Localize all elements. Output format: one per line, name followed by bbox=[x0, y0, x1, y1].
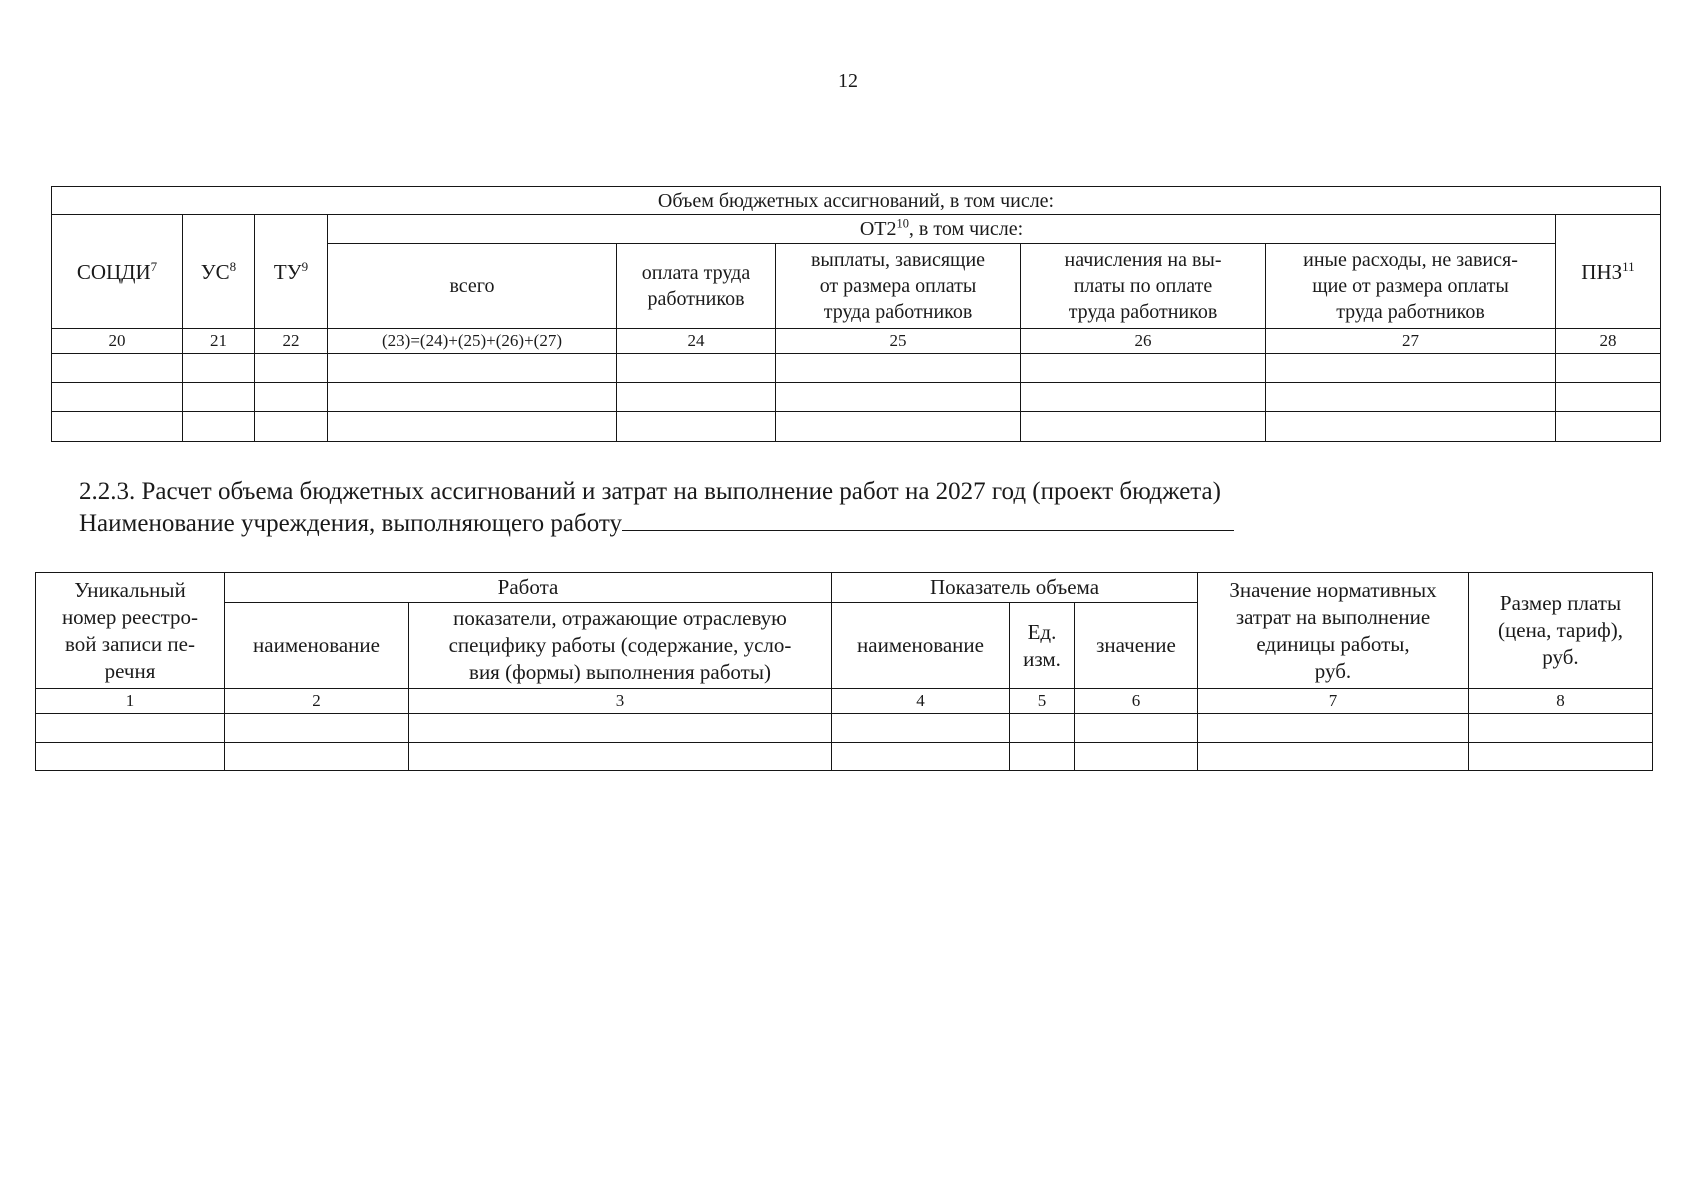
table2-data-cell bbox=[1009, 713, 1075, 743]
institution-line bbox=[79, 508, 1234, 540]
us-footnote-mark: 8 bbox=[229, 258, 237, 274]
unique-number-header: Уникальный номер реестро- вой записи пе- речня bbox=[35, 572, 225, 689]
table1-data-cell bbox=[775, 353, 1021, 383]
section-heading-block bbox=[79, 476, 1234, 540]
table2-column-number: 8 bbox=[1468, 688, 1653, 714]
socdi-label: СОЦДИ bbox=[76, 259, 151, 284]
table1-data-cell bbox=[775, 382, 1021, 412]
nachisleniya-header: начисления на вы- платы по оплате труда работников bbox=[1020, 243, 1266, 329]
table1-data-cell bbox=[1020, 382, 1266, 412]
institution-label: Наименование учреждения, выполняющего работу bbox=[79, 510, 623, 537]
volume-value-header: значение bbox=[1074, 602, 1198, 689]
table1-column-number: (23)=(24)+(25)+(26)+(27) bbox=[327, 328, 617, 354]
tu-header bbox=[254, 214, 328, 329]
tu-label: ТУ bbox=[273, 259, 302, 284]
table1-column-number: 27 bbox=[1265, 328, 1556, 354]
table1-data-cell bbox=[327, 353, 617, 383]
section-heading: 2.2.3. Расчет объема бюджетных ассигнований и затрат на выполнение работ на 2027 год (проект бюджета) bbox=[79, 478, 1221, 505]
table1-column-number: 21 bbox=[182, 328, 255, 354]
table1-data-cell bbox=[51, 353, 183, 383]
socdi-header bbox=[51, 214, 183, 329]
table2-data-cell bbox=[1468, 742, 1653, 771]
volume-name-header: наименование bbox=[831, 602, 1010, 689]
table2-data-cell bbox=[35, 713, 225, 743]
ot2-suffix: , в том числе: bbox=[908, 218, 1024, 240]
table1-column-number: 22 bbox=[254, 328, 328, 354]
table1-data-cell bbox=[254, 382, 328, 412]
rabota-name-header: наименование bbox=[224, 602, 409, 689]
table1-data-cell bbox=[254, 411, 328, 442]
table1-title: Объем бюджетных ассигнований, в том числе: bbox=[51, 186, 1661, 215]
table1-data-cell bbox=[1020, 411, 1266, 442]
volume-indicator-header: Показатель объема bbox=[831, 572, 1198, 603]
volume-unit-header: Ед. изм. bbox=[1009, 602, 1075, 689]
table2-column-number: 2 bbox=[224, 688, 409, 714]
table1-data-cell bbox=[51, 411, 183, 442]
fee-header: Размер платы (цена, тариф), руб. bbox=[1468, 572, 1653, 689]
table1-column-number: 25 bbox=[775, 328, 1021, 354]
vyplaty-header: выплаты, зависящие от размера оплаты труда работников bbox=[775, 243, 1021, 329]
table2-data-cell bbox=[1197, 713, 1469, 743]
institution-blank-field bbox=[622, 509, 1234, 531]
table2-data-cell bbox=[224, 713, 409, 743]
rabota-indicators-header: показатели, отражающие отраслевую специфику работы (содержание, усло- вия (формы) выполнения работы) bbox=[408, 602, 832, 689]
table1-data-cell bbox=[616, 411, 776, 442]
table2-data-cell bbox=[831, 742, 1010, 771]
table2-data-cell bbox=[1074, 713, 1198, 743]
page-number: 12 bbox=[838, 70, 858, 92]
table1-data-cell bbox=[327, 382, 617, 412]
table1-data-cell bbox=[1555, 411, 1661, 442]
table2-data-cell bbox=[1009, 742, 1075, 771]
ot2-footnote-mark: 10 bbox=[896, 216, 909, 231]
table1-data-cell bbox=[182, 411, 255, 442]
table2-data-cell bbox=[1197, 742, 1469, 771]
table2-column-number: 4 bbox=[831, 688, 1010, 714]
normative-costs-header: Значение нормативных затрат на выполнение единицы работы, руб. bbox=[1197, 572, 1469, 689]
table1-column-number: 20 bbox=[51, 328, 183, 354]
inye-rashody-header: иные расходы, не завися- щие от размера оплаты труда работников bbox=[1265, 243, 1556, 329]
table1-data-cell bbox=[327, 411, 617, 442]
vsego-header: всего bbox=[327, 243, 617, 329]
table2-column-number: 6 bbox=[1074, 688, 1198, 714]
oplata-header: оплата труда работников bbox=[616, 243, 776, 329]
table1-data-cell bbox=[1555, 353, 1661, 383]
table2-data-cell bbox=[408, 713, 832, 743]
table2-column-number: 5 bbox=[1009, 688, 1075, 714]
table2-data-cell bbox=[224, 742, 409, 771]
pnz-footnote-mark: 11 bbox=[1622, 258, 1635, 274]
ot2-header bbox=[327, 214, 1556, 244]
table1-data-cell bbox=[1555, 382, 1661, 412]
table2-data-cell bbox=[408, 742, 832, 771]
table2-column-number: 7 bbox=[1197, 688, 1469, 714]
table1-data-cell bbox=[616, 353, 776, 383]
table1-data-cell bbox=[51, 382, 183, 412]
table2-column-number: 3 bbox=[408, 688, 832, 714]
socdi-footnote-mark: 7 bbox=[150, 258, 158, 274]
table2-data-cell bbox=[831, 713, 1010, 743]
ot2-label: ОТ2 bbox=[859, 218, 897, 240]
table1-data-cell bbox=[1265, 411, 1556, 442]
table2-data-cell bbox=[1468, 713, 1653, 743]
pnz-label: ПНЗ bbox=[1581, 259, 1623, 284]
table1-data-cell bbox=[1265, 353, 1556, 383]
table1-column-number: 24 bbox=[616, 328, 776, 354]
pnz-header bbox=[1555, 214, 1661, 329]
table1-column-number: 26 bbox=[1020, 328, 1266, 354]
rabota-header: Работа bbox=[224, 572, 832, 603]
table1-data-cell bbox=[1020, 353, 1266, 383]
table1-data-cell bbox=[1265, 382, 1556, 412]
table1-data-cell bbox=[182, 353, 255, 383]
table2-data-cell bbox=[35, 742, 225, 771]
table1-column-number: 28 bbox=[1555, 328, 1661, 354]
table1-data-cell bbox=[254, 353, 328, 383]
tu-footnote-mark: 9 bbox=[301, 258, 309, 274]
table1-data-cell bbox=[775, 411, 1021, 442]
table1-data-cell bbox=[182, 382, 255, 412]
table2-column-number: 1 bbox=[35, 688, 225, 714]
table2-data-cell bbox=[1074, 742, 1198, 771]
us-header bbox=[182, 214, 255, 329]
table1-data-cell bbox=[616, 382, 776, 412]
us-label: УС bbox=[200, 259, 230, 284]
